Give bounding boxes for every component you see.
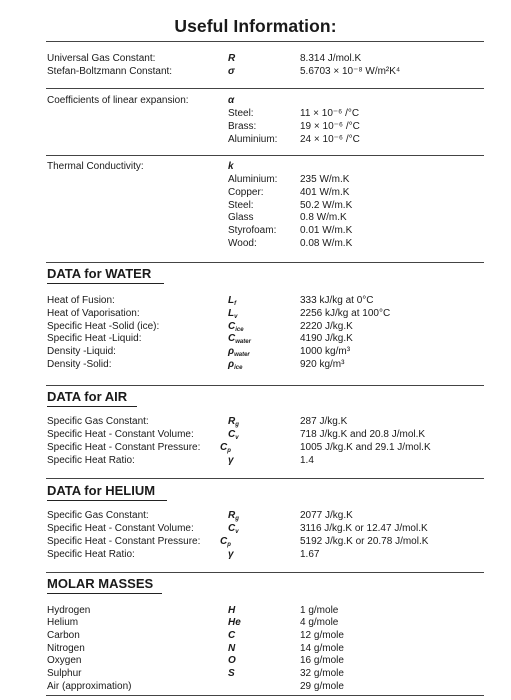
- property-label: Density -Liquid:: [47, 346, 116, 357]
- property-value: 333 kJ/kg at 0°C: [300, 295, 374, 306]
- property-symbol: $C_p$: [220, 442, 231, 454]
- property-symbol: $\rho_{water}$: [228, 346, 250, 358]
- material-value: 24 × 10⁻⁶ /°C: [300, 134, 360, 145]
- element-name: Oxygen: [47, 655, 82, 666]
- section-rule: [46, 695, 484, 696]
- property-value: 1.67: [300, 549, 320, 560]
- property-symbol: $C_{water}$: [228, 333, 251, 345]
- molar-mass-value: 14 g/mole: [300, 643, 344, 654]
- property-value: 287 J/kg.K: [300, 416, 348, 427]
- material-name: Aluminium:: [228, 134, 278, 145]
- material-value: 11 × 10⁻⁶ /°C: [300, 108, 360, 119]
- section-heading-molar: MOLAR MASSES: [47, 576, 154, 591]
- molar-mass-value: 12 g/mole: [300, 630, 344, 641]
- expansion-label: Coefficients of linear expansion:: [47, 95, 189, 106]
- property-symbol: $L_f$: [228, 295, 237, 307]
- constant-label: Stefan-Boltzmann Constant:: [47, 66, 173, 77]
- material-name: Copper:: [228, 187, 264, 198]
- property-label: Specific Heat Ratio:: [47, 455, 135, 466]
- section-rule: [46, 88, 484, 89]
- section-heading-water: DATA for WATER: [47, 266, 152, 281]
- constant-value: 5.6703 × 10⁻⁸ W/m²K⁴: [300, 66, 401, 77]
- material-value: 19 × 10⁻⁶ /°C: [300, 121, 360, 132]
- property-label: Specific Heat - Constant Pressure:: [47, 536, 201, 547]
- element-symbol: H: [228, 605, 236, 616]
- property-value: 2220 J/kg.K: [300, 321, 353, 332]
- material-name: Steel:: [228, 200, 254, 211]
- section-heading-air: DATA for AIR: [47, 389, 128, 404]
- property-label: Specific Heat - Constant Volume:: [47, 523, 194, 534]
- molar-mass-value: 4 g/mole: [300, 617, 339, 628]
- heading-underline: [47, 406, 137, 407]
- heading-underline: [47, 593, 162, 594]
- element-name: Air (approximation): [47, 681, 132, 692]
- element-name: Helium: [47, 617, 79, 628]
- property-value: 4190 J/kg.K: [300, 333, 353, 344]
- constant-value: 8.314 J/mol.K: [300, 53, 362, 64]
- molar-mass-value: 1 g/mole: [300, 605, 339, 616]
- material-value: 50.2 W/m.K: [300, 200, 353, 211]
- element-symbol: S: [228, 668, 235, 679]
- element-symbol: N: [228, 643, 236, 654]
- property-symbol: $C_v$: [228, 523, 239, 535]
- constant-symbol: σ: [228, 66, 235, 77]
- element-name: Carbon: [47, 630, 80, 641]
- property-label: Heat of Vaporisation:: [47, 308, 140, 319]
- molar-mass-value: 32 g/mole: [300, 668, 344, 679]
- element-symbol: He: [228, 617, 241, 628]
- property-symbol: $C_v$: [228, 429, 239, 441]
- section-rule: [46, 155, 484, 156]
- conductivity-symbol: k: [228, 161, 234, 172]
- element-name: Hydrogen: [47, 605, 91, 616]
- material-value: 401 W/m.K: [300, 187, 350, 198]
- material-value: 0.8 W/m.K: [300, 212, 347, 223]
- material-name: Styrofoam:: [228, 225, 277, 236]
- property-symbol: $C_p$: [220, 536, 231, 548]
- material-value: 235 W/m.K: [300, 174, 350, 185]
- section-rule: [46, 385, 484, 386]
- element-name: Sulphur: [47, 668, 82, 679]
- property-value: 1005 J/kg.K and 29.1 J/mol.K: [300, 442, 431, 453]
- material-value: 0.01 W/m.K: [300, 225, 353, 236]
- element-name: Nitrogen: [47, 643, 85, 654]
- property-label: Specific Heat -Solid (ice):: [47, 321, 160, 332]
- page-title: Useful Information:: [174, 16, 337, 36]
- property-value: 2256 kJ/kg at 100°C: [300, 308, 391, 319]
- property-label: Specific Gas Constant:: [47, 416, 149, 427]
- element-symbol: O: [228, 655, 236, 666]
- property-label: Heat of Fusion:: [47, 295, 115, 306]
- property-value: 1000 kg/m³: [300, 346, 351, 357]
- section-rule: [46, 572, 484, 573]
- material-name: Aluminium:: [228, 174, 278, 185]
- element-symbol: C: [228, 630, 236, 641]
- molar-mass-value: 16 g/mole: [300, 655, 344, 666]
- property-value: 718 J/kg.K and 20.8 J/mol.K: [300, 429, 426, 440]
- property-value: 3116 J/kg.K or 12.47 J/mol.K: [300, 523, 428, 534]
- property-symbol: $L_v$: [228, 308, 238, 320]
- property-value: 1.4: [300, 455, 314, 466]
- property-label: Specific Heat - Constant Volume:: [47, 429, 194, 440]
- title-rule: [46, 41, 484, 42]
- material-value: 0.08 W/m.K: [300, 238, 353, 249]
- property-symbol: γ: [228, 455, 234, 466]
- property-symbol: $\rho_{ice}$: [228, 359, 243, 371]
- molar-mass-value: 29 g/mole: [300, 681, 344, 692]
- conductivity-label: Thermal Conductivity:: [47, 161, 144, 172]
- material-name: Steel:: [228, 108, 254, 119]
- material-name: Brass:: [228, 121, 257, 132]
- property-label: Specific Heat Ratio:: [47, 549, 135, 560]
- constant-label: Universal Gas Constant:: [47, 53, 156, 64]
- section-rule: [46, 478, 484, 479]
- property-symbol: $C_{ice}$: [228, 321, 244, 333]
- property-label: Density -Solid:: [47, 359, 112, 370]
- section-rule: [46, 262, 484, 263]
- property-symbol: $R_g$: [228, 510, 239, 522]
- heading-underline: [47, 283, 164, 284]
- property-value: 2077 J/kg.K: [300, 510, 353, 521]
- expansion-symbol: α: [228, 95, 235, 106]
- heading-underline: [47, 500, 167, 501]
- material-name: Wood:: [228, 238, 257, 249]
- property-symbol: $R_g$: [228, 416, 239, 428]
- property-label: Specific Heat -Liquid:: [47, 333, 142, 344]
- property-label: Specific Gas Constant:: [47, 510, 149, 521]
- property-label: Specific Heat - Constant Pressure:: [47, 442, 201, 453]
- property-value: 5192 J/kg.K or 20.78 J/mol.K: [300, 536, 429, 547]
- constant-symbol: R: [228, 53, 236, 64]
- material-name: Glass: [228, 212, 254, 223]
- property-value: 920 kg/m³: [300, 359, 345, 370]
- section-heading-helium: DATA for HELIUM: [47, 483, 156, 498]
- property-symbol: γ: [228, 549, 234, 560]
